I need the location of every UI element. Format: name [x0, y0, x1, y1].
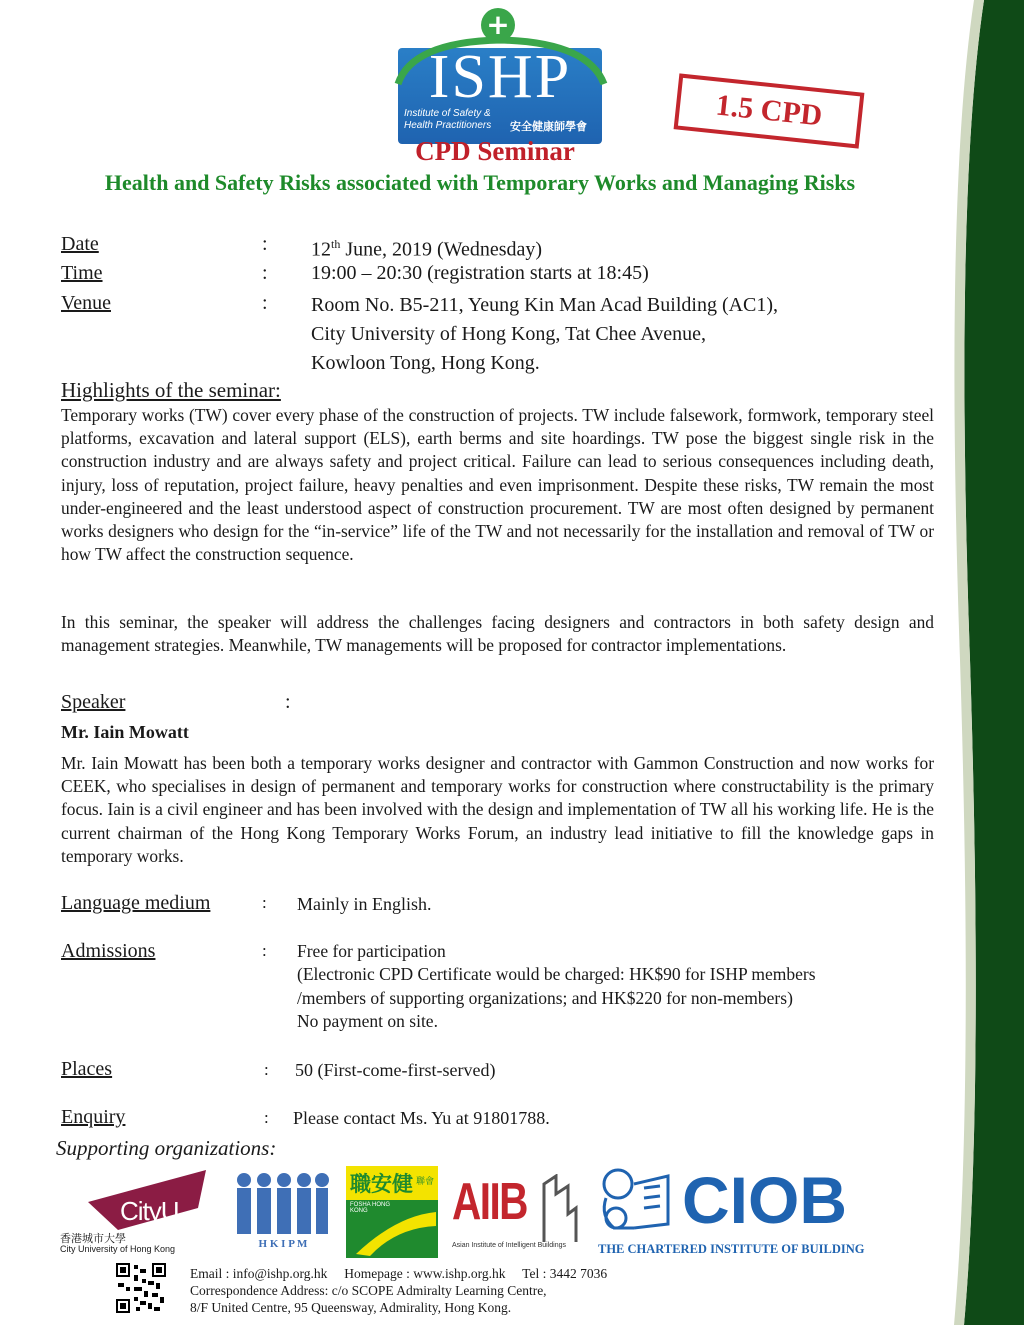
hkipm-text: H K I P M [258, 1238, 308, 1250]
venue-line: Room No. B5-211, Yeung Kin Man Acad Building (AC1), [311, 294, 779, 316]
page-subtitle: Health and Safety Risks associated with Temporary Works and Managing Risks [104, 170, 856, 195]
admissions-label: Admissions [61, 940, 156, 962]
fosha-zh: 職安健 [350, 1172, 413, 1196]
aiib-en: Asian Institute of Intelligent Buildings [452, 1242, 567, 1249]
ciob-logo [594, 1164, 894, 1258]
admissions-line: Free for participation [297, 941, 446, 961]
date-colon: : [262, 233, 268, 255]
time-value: 19:00 – 20:30 (registration starts at 18:45) [311, 262, 649, 284]
qr-code-icon [116, 1263, 166, 1313]
venue-label: Venue [61, 292, 111, 314]
cityu-name: CityU [120, 1196, 179, 1226]
plus-cross-icon: + [481, 8, 515, 42]
enquiry-value: Please contact Ms. Yu at 91801788. [293, 1108, 550, 1128]
fosha-swoosh-icon [346, 1206, 438, 1258]
admissions-line: No payment on site. [297, 1011, 438, 1032]
ciob-en: THE CHARTERED INSTITUTE OF BUILDING [598, 1242, 865, 1256]
ishp-logo [398, 8, 618, 144]
time-label: Time [61, 262, 103, 284]
language-value: Mainly in English. [297, 894, 432, 914]
places-value: 50 (First-come-first-served) [295, 1060, 496, 1080]
cityu-zh: 香港城市大學 [60, 1232, 126, 1245]
speaker-name: Mr. Iain Mowatt [61, 722, 189, 742]
highlights-paragraph-1: Temporary works (TW) cover every phase of the construction of projects. TW include falsework, formwork, temporary steel platforms, excavation and lateral support (ELS), earth berms and site hoardings. TW pose the biggest single risk in the construction industry and are always safety and project critical. Failure can lead to serious consequences including death, injury, loss of reputation, project failure, heavy penalties and even imprisonment. Despite these risks, TW remain the most under-engineered and the least understood aspect of construction procurement. TW are most often designed by permanent works designers who design for the “in-service” life of the TW and not necessarily for the installation and removal of TW or how TW affect the construction sequence. [61, 405, 934, 565]
fosha-zh2: 聯會 [416, 1177, 435, 1187]
hkipm-logo [230, 1170, 332, 1254]
date-value: 12th June, 2019 (Wednesday) [311, 237, 543, 261]
side-swoosh-decoration [914, 0, 1024, 1325]
admissions-colon: : [262, 941, 267, 960]
cpd-stamp-text: 1.5 CPD [714, 88, 824, 133]
aiib-building-icon [540, 1174, 578, 1244]
page-title: CPD Seminar [415, 136, 575, 166]
logo-text: ISHP [428, 43, 572, 111]
fosha-logo [346, 1166, 438, 1258]
enquiry-label: Enquiry [61, 1106, 126, 1128]
fosha-en: FOSHA HONG KONG [350, 1202, 391, 1214]
language-colon: : [262, 893, 267, 912]
places-label: Places [61, 1058, 113, 1080]
speaker-bio: Mr. Iain Mowatt has been both a temporary works designer and contractor with Gammon Construction and now works for CEEK, who specialises in design of permanent and temporary works for construction where constructability is the primary focus. Iain is a civil engineer and has been involved with the design and implementation of TW all his working life. He is the current chairman of the Hong Kong Temporary Works Forum, an industry lead initiative to fill the knowledge gaps in temporary works. [61, 753, 934, 866]
venue-value [311, 291, 778, 378]
cityu-en: City University of Hong Kong [60, 1244, 176, 1254]
venue-line: City University of Hong Kong, Tat Chee Avenue, [311, 323, 707, 345]
aiib-name: AIIB [452, 1173, 527, 1231]
aiib-logo [452, 1172, 580, 1258]
logo-subtitle-line1: Institute of Safety & [404, 108, 491, 119]
logo-subtitle-zh: 安全健康師學會 [510, 120, 587, 133]
admissions-line: (Electronic CPD Certificate would be charged: HK$90 for ISHP members [297, 964, 816, 985]
admissions-line: /members of supporting organizations; and HK$220 for non-members) [297, 987, 793, 1008]
enquiry-colon: : [264, 1108, 269, 1127]
speaker-colon: : [285, 691, 291, 713]
supporting-orgs-title: Supporting organizations: [56, 1136, 277, 1160]
highlights-heading: Highlights of the seminar: [61, 378, 281, 402]
footer-contact [190, 1265, 607, 1316]
ciob-lion-crest-icon [594, 1164, 676, 1236]
venue-line: Kowloon Tong, Hong Kong. [311, 352, 540, 374]
ciob-name: CIOB [682, 1163, 847, 1237]
venue-colon: : [262, 292, 268, 314]
cityu-logo [58, 1168, 208, 1258]
time-colon: : [262, 262, 268, 284]
date-label: Date [61, 233, 99, 255]
places-colon: : [264, 1060, 269, 1079]
speaker-label: Speaker [61, 691, 126, 713]
footer-line-contact: Email : info@ishp.org.hk Homepage : www.ishp.org.hk Tel : 3442 7036 [190, 1266, 608, 1281]
logo-subtitle-line2: Health Practitioners [404, 120, 492, 131]
language-label: Language medium [61, 892, 211, 914]
footer-line-address2: 8/F United Centre, 95 Queensway, Admirality, Hong Kong. [190, 1300, 512, 1315]
footer-line-address1: Correspondence Address: c/o SCOPE Admiralty Learning Centre, [190, 1283, 547, 1298]
admissions-value [297, 940, 816, 1034]
highlights-paragraph-2: In this seminar, the speaker will address the challenges facing designers and contractors in both safety design and management strategies. Meanwhile, TW managements will be proposed for contractor implementations. [61, 612, 934, 656]
hkipm-figures-icon [230, 1170, 332, 1236]
